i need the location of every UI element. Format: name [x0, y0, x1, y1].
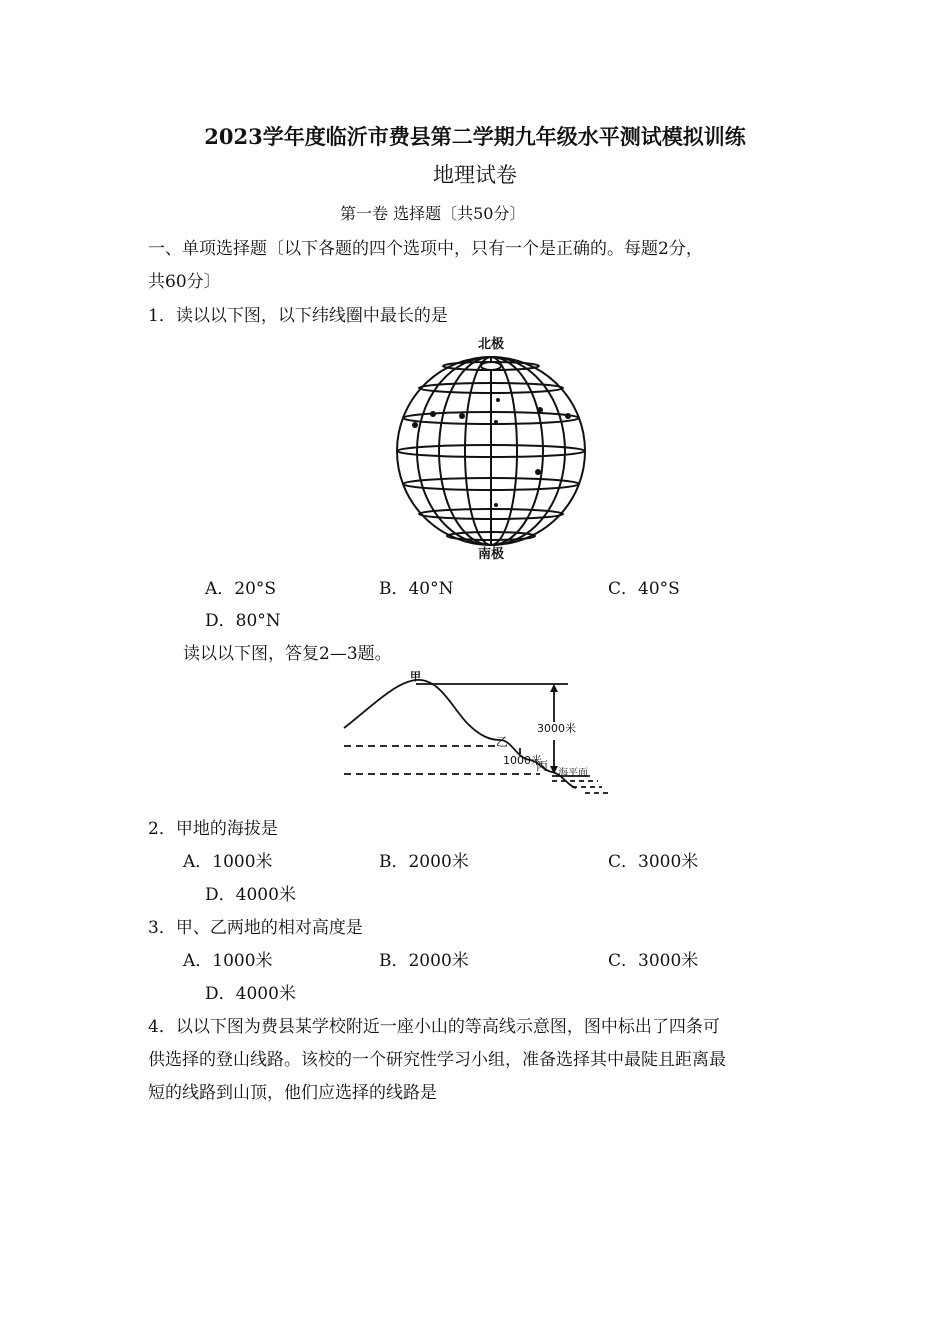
q1-option-b: B．40°N: [379, 579, 454, 599]
q3-stem: 3．甲、乙两地的相对高度是: [148, 918, 363, 938]
q3-option-c: C．3000米: [608, 951, 699, 971]
label-1000m: 1000米: [503, 754, 542, 767]
south-pole-label: 南极: [477, 547, 505, 562]
exam-title: 2023学年度临沂市费县第二学期九年级水平测试模拟训练: [204, 124, 746, 149]
q3-option-b: B．2000米: [379, 951, 469, 971]
q2-option-c: C．3000米: [608, 852, 699, 872]
section-instruction-line2: 共60分〕: [148, 272, 221, 292]
globe-figure: [388, 330, 608, 560]
label-jia: 甲: [410, 670, 421, 683]
q2-option-b: B．2000米: [379, 852, 469, 872]
q4-stem-line3: 短的线路到山顶，他们应选择的线路是: [148, 1083, 437, 1103]
q1-option-d: D．80°N: [205, 611, 281, 631]
section-instruction-line1: 一、单项选择题〔以下各题的四个选项中，只有一个是正确的。每题2分，: [148, 239, 703, 259]
q1-option-a: A．20°S: [205, 579, 277, 599]
label-yi: 乙: [496, 735, 509, 749]
label-sea-level: 海平面: [558, 768, 588, 779]
north-pole-label: 北极: [477, 337, 505, 352]
q1-stem: 1．读以以下图，以下纬线圈中最长的是: [148, 306, 448, 326]
subject-title: 地理试卷: [433, 163, 517, 187]
q3-option-d: D．4000米: [205, 984, 296, 1004]
q4-stem-line1: 4．以以下图为费县某学校附近一座小山的等高线示意图，图中标出了四条可: [148, 1017, 720, 1037]
q3-option-a: A．1000米: [183, 951, 273, 971]
q2-3-intro: 读以以下图，答复2—3题。: [183, 644, 392, 664]
part-heading: 第一卷 选择题〔共50分〕: [340, 204, 526, 223]
q1-option-c: C．40°S: [608, 579, 680, 599]
q2-stem: 2．甲地的海拔是: [148, 819, 278, 839]
terrain-profile-figure: [340, 668, 620, 803]
q2-option-d: D．4000米: [205, 885, 296, 905]
label-bing: 丙: [536, 759, 549, 773]
q2-option-a: A．1000米: [183, 852, 273, 872]
q4-stem-line2: 供选择的登山线路。该校的一个研究性学习小组，准备选择其中最陡且距离最: [148, 1050, 726, 1070]
label-3000m: 3000米: [537, 722, 576, 735]
